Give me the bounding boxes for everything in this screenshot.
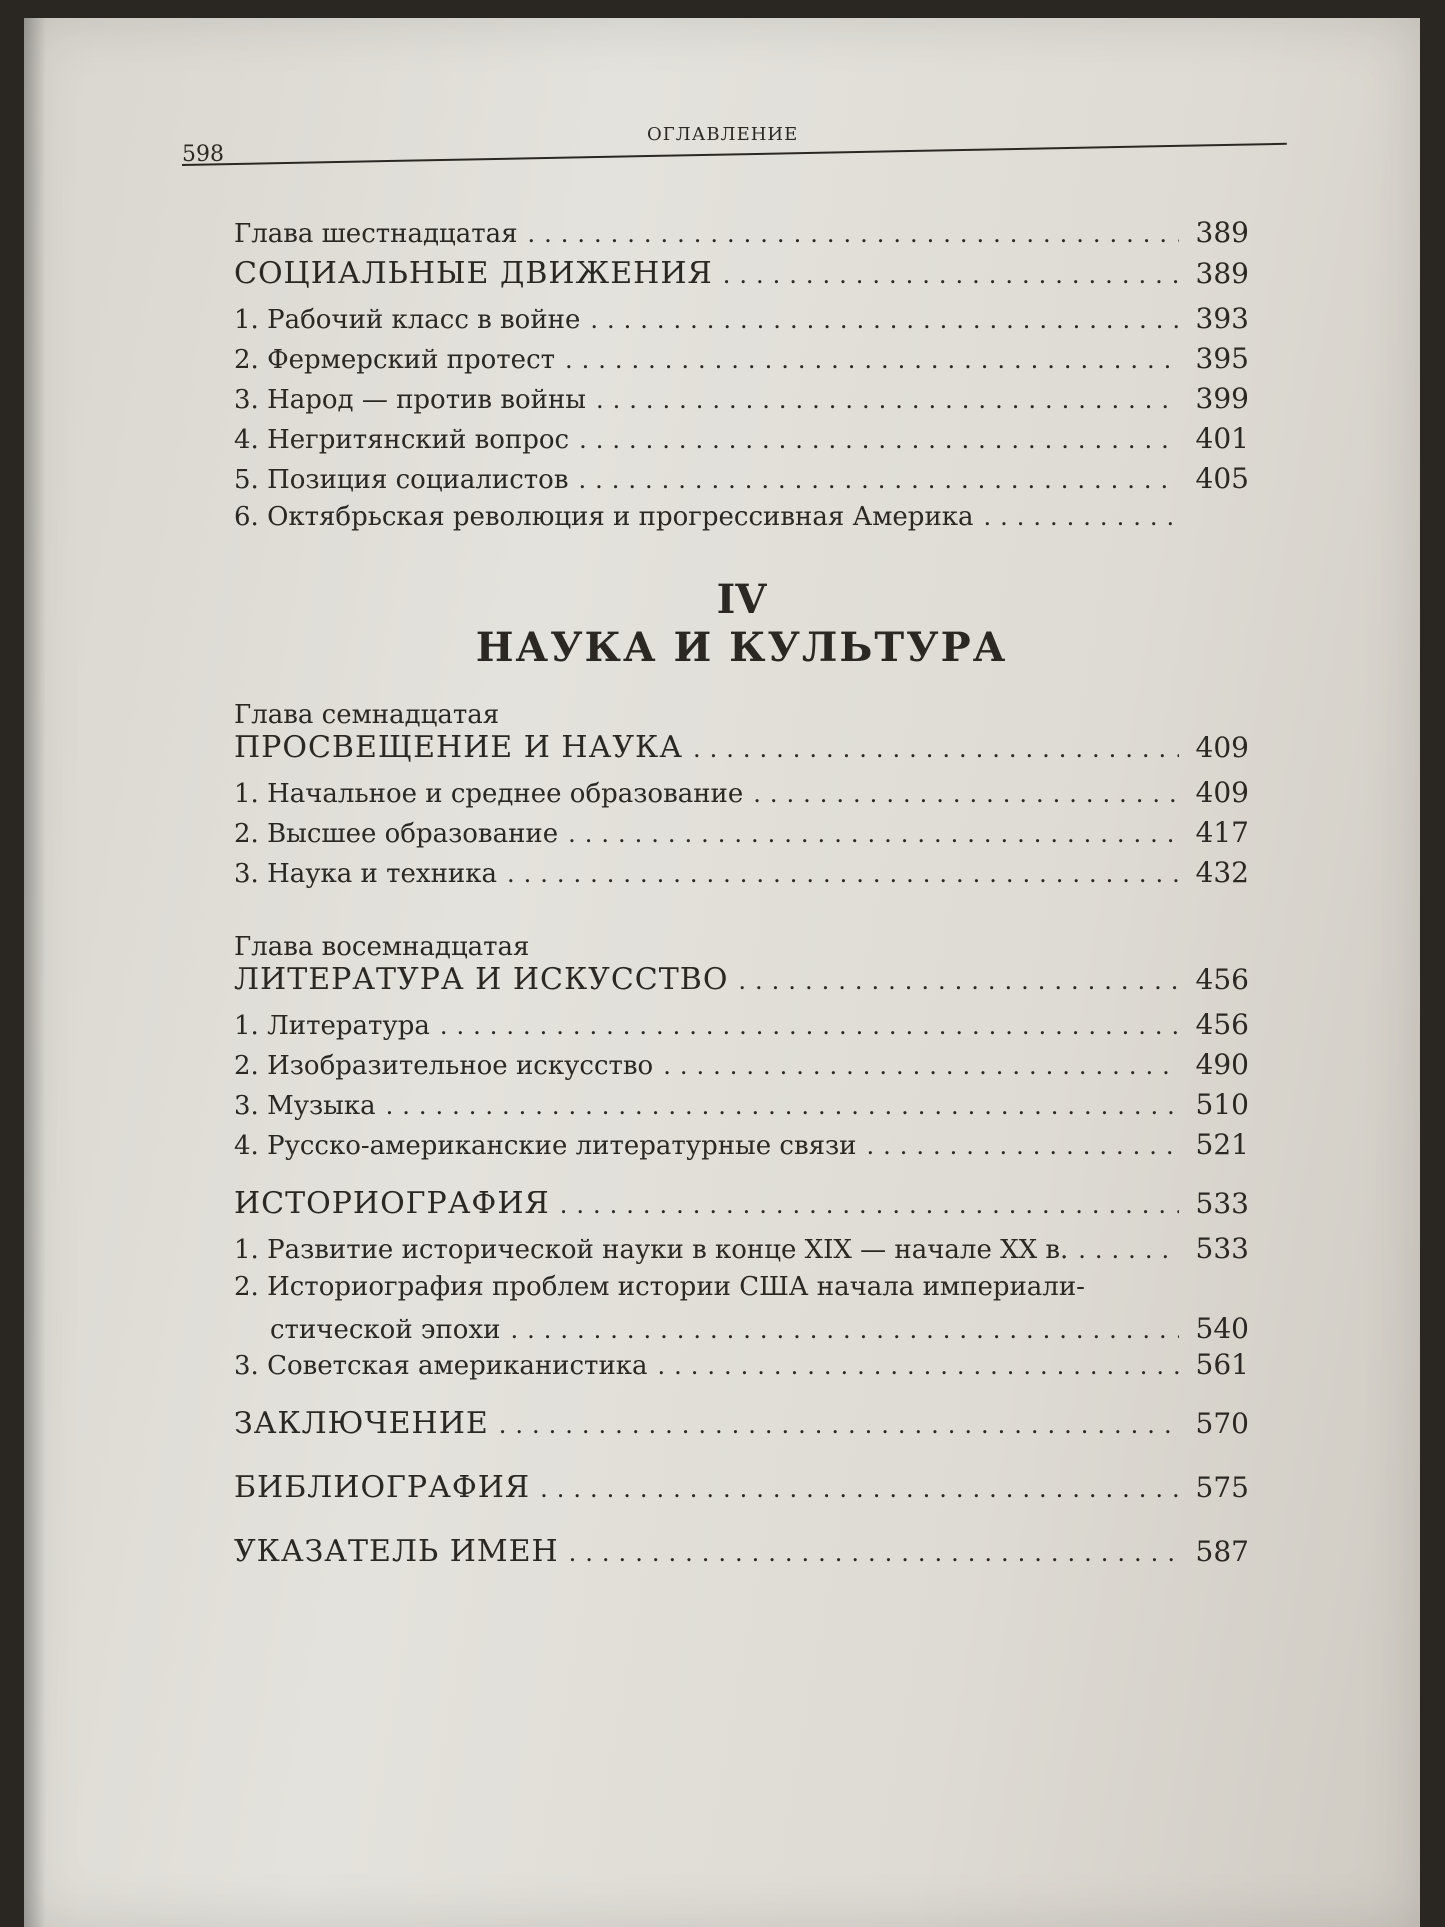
toc-entry: [234, 1272, 1249, 1312]
toc-entry: [234, 1232, 1249, 1272]
entry-text: 3. Народ — против войны: [234, 385, 586, 415]
leader-dots: [738, 967, 1179, 995]
leader-dots: [507, 860, 1179, 888]
leader-dots: [579, 426, 1179, 454]
page-ref: 561: [1195, 1348, 1249, 1381]
leader-dots: [1078, 1236, 1179, 1264]
toc-entry: [234, 1048, 1249, 1088]
page-ref: 510: [1195, 1088, 1249, 1121]
page-ref: 540: [1195, 1312, 1249, 1345]
chapter-title-row: [234, 256, 1249, 302]
entry-text: 6. Октябрьская революция и прогрессивная Америка: [234, 502, 974, 532]
chapter-title: СОЦИАЛЬНЫЕ ДВИЖЕНИЯ: [234, 256, 713, 291]
page-header: [182, 118, 1287, 178]
entry-text: 2. Изобразительное искусство: [234, 1051, 654, 1081]
leader-dots: [984, 503, 1179, 531]
leader-dots: [867, 1132, 1179, 1160]
part-title: НАУКА И КУЛЬТУРА: [475, 624, 1008, 671]
page-ref: 393: [1195, 302, 1249, 335]
name-index-title: УКАЗАТЕЛЬ ИМЕН: [234, 1534, 559, 1569]
header-rule: [182, 143, 1287, 166]
chapter-label: Глава семнадцатая: [234, 700, 500, 730]
page-ref: 533: [1195, 1187, 1249, 1220]
section-title-row: [234, 1534, 1249, 1580]
toc-entry: [234, 422, 1249, 462]
page-ref: 575: [1195, 1471, 1249, 1504]
entry-text: 1. Развитие исторической науки в конце XIX — начале XX в.: [234, 1235, 1069, 1265]
toc-entry: [234, 342, 1249, 382]
entry-text: 3. Музыка: [234, 1091, 376, 1121]
running-title: ОГЛАВЛЕНИЕ: [647, 124, 799, 145]
entry-text: 2. Высшее образование: [234, 819, 559, 849]
leader-dots: [499, 1411, 1179, 1439]
toc-entry: [234, 462, 1249, 502]
page-ref: 456: [1195, 963, 1249, 996]
entry-text: 2. Историография проблем истории США начала империали-: [234, 1272, 1085, 1302]
entry-text: 4. Негритянский вопрос: [234, 425, 570, 455]
toc-entry: [234, 382, 1249, 422]
leader-dots: [578, 466, 1179, 494]
toc-entry: [234, 1008, 1249, 1048]
book-page: [24, 18, 1420, 1927]
page-ref: 417: [1195, 816, 1249, 849]
section-title-row: [234, 1470, 1249, 1516]
page-ref: 401: [1195, 422, 1249, 455]
entry-text: стической эпохи: [270, 1315, 501, 1345]
conclusion-title: ЗАКЛЮЧЕНИЕ: [234, 1406, 489, 1441]
chapter-title-row: [234, 962, 1249, 1008]
toc-entry: [234, 1348, 1249, 1388]
chapter-label: Глава восемнадцатая: [234, 932, 530, 962]
page-ref: 456: [1195, 1008, 1249, 1041]
page-ref: 405: [1195, 462, 1249, 495]
page-ref: 395: [1195, 342, 1249, 375]
leader-dots: [510, 1316, 1179, 1344]
chapter-title-row: [234, 730, 1249, 776]
bibliography-title: БИБЛИОГРАФИЯ: [234, 1470, 531, 1505]
section-title-row: [234, 1186, 1249, 1232]
leader-dots: [386, 1092, 1179, 1120]
entry-text: 4. Русско-американские литературные связи: [234, 1131, 857, 1161]
page-ref: 389: [1195, 216, 1249, 249]
leader-dots: [753, 780, 1179, 808]
toc-entry: [234, 1088, 1249, 1128]
part-number: IV: [716, 576, 767, 623]
page-number: 598: [182, 142, 224, 167]
page-ref: 521: [1195, 1128, 1249, 1161]
page-ref: 399: [1195, 382, 1249, 415]
toc-entry: [234, 1128, 1249, 1168]
entry-text: 3. Наука и техника: [234, 859, 497, 889]
leader-dots: [693, 735, 1179, 763]
leader-dots: [440, 1012, 1179, 1040]
section-title: ИСТОРИОГРАФИЯ: [234, 1186, 550, 1221]
entry-text: 1. Литература: [234, 1011, 430, 1041]
entry-text: 1. Начальное и среднее образование: [234, 779, 744, 809]
section-title-row: [234, 1406, 1249, 1452]
page-ref: 533: [1195, 1232, 1249, 1265]
leader-dots: [663, 1052, 1179, 1080]
toc-entry-continuation: [234, 1312, 1249, 1348]
leader-dots: [528, 220, 1180, 248]
entry-text: 1. Рабочий класс в войне: [234, 305, 581, 335]
toc-entry: [234, 856, 1249, 896]
entry-text: 2. Фермерский протест: [234, 345, 556, 375]
spine-shadow: [24, 18, 46, 1927]
table-of-contents: [234, 216, 1249, 1580]
leader-dots: [723, 261, 1179, 289]
leader-dots: [540, 1475, 1179, 1503]
leader-dots: [596, 386, 1179, 414]
leader-dots: [590, 306, 1179, 334]
leader-dots: [658, 1352, 1179, 1380]
entry-text: 5. Позиция социалистов: [234, 465, 569, 495]
chapter-title: ПРОСВЕЩЕНИЕ И НАУКА: [234, 730, 683, 765]
toc-entry: [234, 816, 1249, 856]
chapter-title: ЛИТЕРАТУРА И ИСКУССТВО: [234, 962, 729, 997]
leader-dots: [568, 820, 1179, 848]
page-ref: 432: [1195, 856, 1249, 889]
toc-entry: [234, 302, 1249, 342]
chapter-label-row: [234, 216, 1249, 256]
page-ref: 490: [1195, 1048, 1249, 1081]
page-ref: 389: [1195, 257, 1249, 290]
leader-dots: [565, 346, 1179, 374]
page-ref: 570: [1195, 1407, 1249, 1440]
entry-text: 3. Советская американистика: [234, 1351, 648, 1381]
page-ref: 587: [1195, 1535, 1249, 1568]
leader-dots: [569, 1539, 1179, 1567]
page-ref: 409: [1195, 776, 1249, 809]
chapter-label: Глава шестнадцатая: [234, 219, 518, 249]
toc-entry: [234, 776, 1249, 816]
leader-dots: [560, 1191, 1179, 1219]
page-ref: 409: [1195, 731, 1249, 764]
toc-entry: [234, 502, 1249, 542]
